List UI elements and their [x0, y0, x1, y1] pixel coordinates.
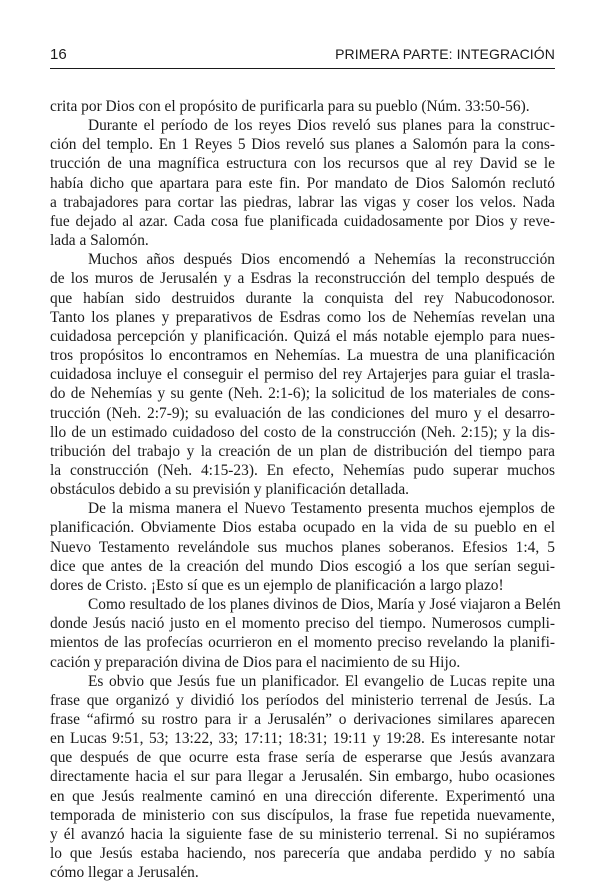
text-line: lada a Salomón. [50, 232, 149, 250]
text-line: directamente hacia el sur para llegar a Jerusalén. Sin embargo, hubo ocasiones [50, 768, 555, 786]
text-line: Muchos años después Dios encomendó a Nehemías la reconstrucción [88, 251, 555, 269]
text-line: planificación. Obviamente Dios estaba ocupado en la vida de su pueblo en el [50, 519, 555, 537]
text-line: frase “afirmó su rostro para ir a Jerusalén” o derivaciones similares aparecen [50, 711, 555, 728]
text-line: tros propósitos lo encontramos en Nehemías. La muestra de una planificación [50, 347, 555, 365]
header-rule [50, 68, 555, 69]
text-line: trucción (Neh. 2:7-9); su evaluación de las condiciones del muro y el desarro- [50, 404, 555, 422]
text-line: ción del templo. En 1 Reyes 5 Dios reveló sus planes a Salomón para la cons- [50, 136, 555, 154]
text-line: dice que antes de la creación del mundo Dios escogió a los que serían segui- [50, 557, 555, 575]
paragraph [50, 116, 555, 250]
text-line: obstáculos debido a su previsión y planificación detallada. [50, 481, 410, 499]
text-line: frase que organizó y dividió los períodos del ministerio terrenal de Jesús. La [50, 691, 555, 709]
text-line: trucción de una magnífica estructura con los recursos que al rey David se le [50, 155, 555, 173]
body-text [50, 97, 561, 882]
paragraph [50, 672, 555, 883]
text-line: a trabajadores para cortar las piedras, labrar las vigas y coser los velos. Nada [50, 193, 555, 211]
text-line: había dicho que apartara para este fin. Por mandato de Dios Salomón reclutó [50, 174, 555, 192]
text-line: que habían sido destruidos durante la conquista del rey Nabucodonosor. [50, 289, 555, 307]
text-line: mientos de las profecías ocurrieron en el momento preciso revelando la planifi- [50, 634, 555, 652]
text-line: crita por Dios con el propósito de purificarla para su pueblo (Núm. 33:50-56). [50, 98, 530, 115]
text-line: cuidadosa percepción y planificación. Quizá el más notable ejemplo para nues- [50, 327, 555, 345]
text-line: lo que Jesús estaba haciendo, nos parecería que andaba perdido y no sabía [50, 845, 555, 863]
text-line: do de Nehemías y su gente (Neh. 2:1-6); la solicitud de los materiales de cons- [50, 385, 555, 403]
text-line: donde Jesús nació justo en el momento preciso del tiempo. Numerosos cumpli- [50, 615, 555, 633]
text-line: cuidadosa incluye el conseguir el permiso del rey Artajerjes para guiar el trasla- [50, 366, 555, 384]
text-line: Nuevo Testamento revelándole sus muchos planes soberanos. Efesios 1:4, 5 [50, 538, 555, 556]
text-line: en que Jesús realmente caminó en una dirección diferente. Experimentó una [50, 787, 555, 805]
text-line: Es obvio que Jesús fue un planificador. El evangelio de Lucas repite una [88, 672, 555, 690]
text-line: que después de que ocurre esta frase sería de esperarse que Jesús avanzara [50, 749, 555, 767]
text-line: Durante el período de los reyes Dios reveló sus planes para la construc- [88, 117, 555, 135]
text-line: Como resultado de los planes divinos de Dios, María y José viajaron a Belén [88, 596, 561, 614]
text-line: tribución del trabajo y la creación de un plan de distribución del tiempo para [50, 442, 555, 460]
text-line: fue dejado al azar. Cada cosa fue planificada cuidadosamente por Dios y reve- [50, 212, 555, 230]
text-line: de los muros de Jerusalén y a Esdras la reconstrucción del templo después de [50, 270, 555, 288]
text-line: y él avanzó hacia la siguiente fase de su ministerio terrenal. Si no supiéramos [50, 825, 555, 843]
text-line: dores de Cristo. ¡Esto sí que es un ejemplo de planificación a largo plazo! [50, 576, 504, 594]
text-line: cación y preparación divina de Dios para el nacimiento de su Hijo. [50, 653, 461, 671]
text-line: temporada de ministerio con sus discípulos, la frase fue repetida nuevamente, [50, 806, 555, 824]
page-number: 16 [50, 46, 67, 63]
text-line: llo de un estimado cuidadoso del costo de la construcción (Neh. 2:15); y la dis- [50, 423, 555, 441]
text-line: cómo llegar a Jerusalén. [50, 864, 199, 882]
paragraph [50, 595, 561, 672]
text-line: en Lucas 9:51, 53; 13:22, 33; 17:11; 18:31; 19:11 y 19:28. Es interesante notar [50, 730, 555, 748]
paragraph [50, 97, 555, 116]
text-line: Tanto los planes y preparativos de Esdras como los de Nehemías revelan una [50, 308, 555, 326]
text-line: De la misma manera el Nuevo Testamento presenta muchos ejemplos de [88, 500, 555, 518]
paragraph [50, 499, 555, 595]
page-header [50, 46, 555, 63]
running-head: PRIMERA PARTE: INTEGRACIÓN [335, 46, 555, 62]
paragraph [50, 250, 555, 499]
text-line: la construcción (Neh. 4:15-23). En efecto, Nehemías pudo superar muchos [50, 461, 555, 479]
